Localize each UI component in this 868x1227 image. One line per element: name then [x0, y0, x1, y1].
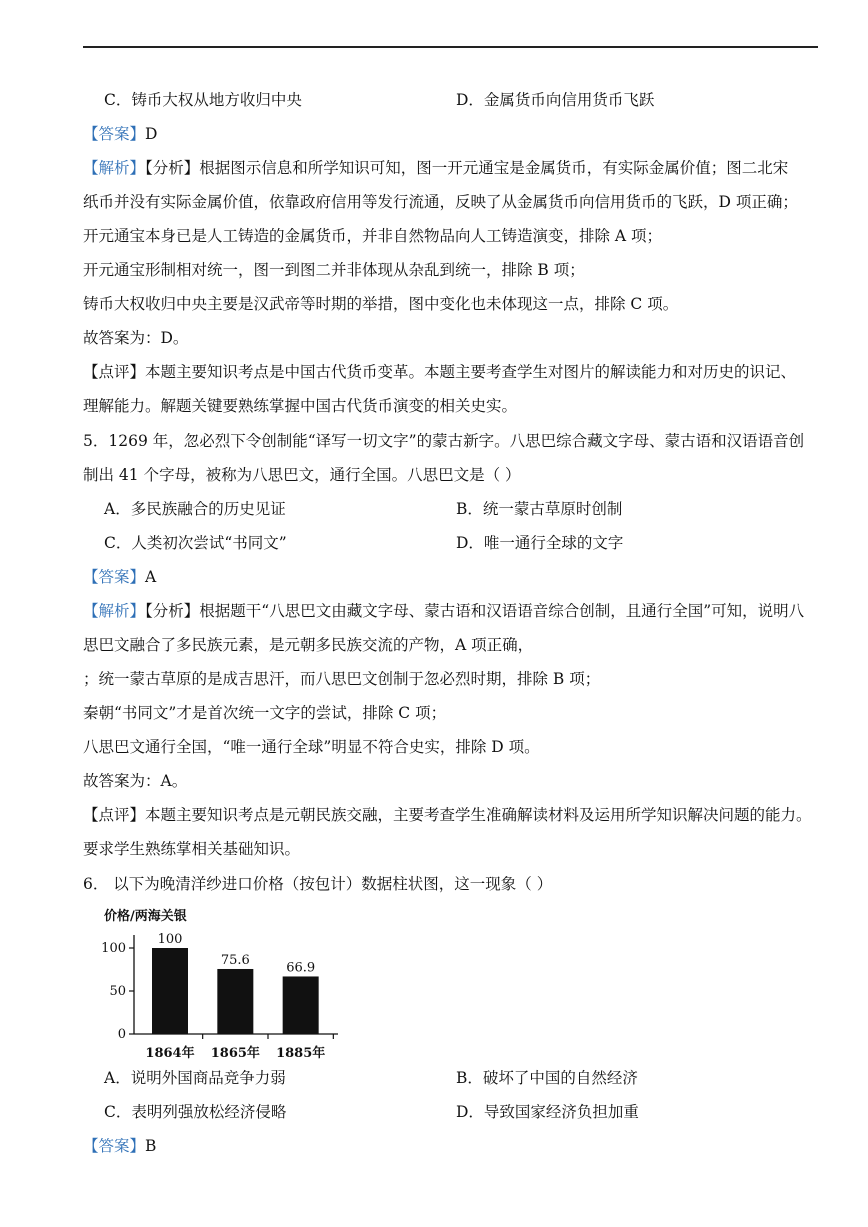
q5-comment-line: 要求学生熟练掌相关基础知识。 [83, 840, 301, 858]
answer-value: B [145, 1137, 157, 1155]
bar [283, 976, 319, 1034]
q6-option-d: D．导致国家经济负担加重 [456, 1103, 639, 1121]
q5-option-c: C．人类初次尝试“书同文” [104, 534, 287, 552]
q6-option-c: C．表明列强放松经济侵略 [104, 1103, 287, 1121]
y-tick-label: 100 [101, 941, 126, 956]
q5-analysis-line: 【解析】【分析】根据题干“八思巴文由藏文字母、蒙古语和汉语语音综合创制，且通行全国”可知，说明八 [83, 602, 805, 620]
x-tick-label: 1885年 [276, 1046, 326, 1061]
q4-analysis-line: 开元通宝形制相对统一，图一到图二并非体现从杂乱到统一，排除 B 项； [83, 261, 585, 279]
y-tick-label: 50 [109, 984, 126, 999]
analysis-tag: 【解析】 [83, 602, 146, 620]
q6-answer [83, 1135, 156, 1157]
q5-analysis-line: 思巴文融合了多民族元素，是元朝多民族交流的产物，A 项正确， [83, 636, 534, 654]
q4-conclusion: 故答案为：D。 [83, 329, 189, 347]
q4-answer [83, 123, 157, 145]
q5-stem-line: 5．1269 年，忽必烈下令创制能“译写一切文字”的蒙古新字。八思巴综合藏文字母、蒙古语和汉语语音创 [83, 432, 805, 450]
answer-tag: 【答案】 [83, 1137, 146, 1155]
q4-option-d: D．金属货币向信用货币飞跃 [456, 91, 655, 109]
answer-tag: 【答案】 [83, 568, 146, 586]
x-tick-label: 1865年 [210, 1046, 260, 1061]
q5-answer [83, 566, 156, 588]
q4-option-c: C．铸币大权从地方收归中央 [104, 91, 302, 109]
x-tick-label: 1864年 [145, 1046, 195, 1061]
answer-value: A [145, 568, 157, 586]
q5-comment-line: 【点评】本题主要知识考点是元朝民族交融，主要考查学生准确解读材料及运用所学知识解决问题的能力。 [83, 806, 812, 824]
q4-analysis-line: 开元通宝本身已是人工铸造的金属货币，并非自然物品向人工铸造演变，排除 A 项； [83, 227, 663, 245]
bar-chart [96, 905, 356, 1065]
q5-analysis-line: 秦朝“书同文”才是首次统一文字的尝试，排除 C 项； [83, 704, 447, 722]
bar-value-label: 75.6 [220, 952, 250, 968]
q5-analysis-line: 八思巴文通行全国，“唯一通行全球”明显不符合史实，排除 D 项。 [83, 738, 540, 756]
analysis-tag: 【解析】 [83, 159, 146, 177]
chart-ylabel: 价格/两海关银 [104, 909, 187, 924]
q5-conclusion: 故答案为：A。 [83, 772, 188, 790]
q4-analysis-line: 【解析】【分析】根据图示信息和所学知识可知，图一开元通宝是金属货币，有实际金属价值；图二北宋 [83, 159, 789, 177]
q6-stem: 6． 以下为晚清洋纱进口价格（按包计）数据柱状图，这一现象（ ） [83, 875, 553, 893]
q5-analysis-line: ；统一蒙古草原的是成吉思汗，而八思巴文创制于忽必烈时期，排除 B 项； [83, 670, 601, 688]
q5-option-b: B．统一蒙古草原时创制 [456, 500, 623, 518]
bar [217, 969, 253, 1034]
header-rule [83, 46, 818, 48]
q4-analysis-line: 纸币并没有实际金属价值，依靠政府信用等发行流通，反映了从金属货币向信用货币的飞跃，D 项正确； [83, 193, 798, 211]
y-tick-label: 0 [117, 1027, 126, 1042]
q4-comment-line: 【点评】本题主要知识考点是中国古代货币变革。本题主要考查学生对图片的解读能力和对历史的识记、 [83, 363, 797, 381]
q4-analysis-line: 铸币大权收归中央主要是汉武帝等时期的举措，图中变化也未体现这一点，排除 C 项。 [83, 295, 679, 313]
q6-option-b: B．破坏了中国的自然经济 [456, 1069, 638, 1087]
answer-value: D [145, 125, 158, 143]
answer-tag: 【答案】 [83, 125, 146, 143]
q5-stem-line: 制出 41 个字母，被称为八思巴文，通行全国。八思巴文是（ ） [83, 466, 521, 484]
bar-value-label: 66.9 [286, 960, 316, 976]
q5-option-d: D．唯一通行全球的文字 [456, 534, 624, 552]
q6-option-a: A．说明外国商品竞争力弱 [104, 1069, 286, 1087]
q4-comment-line: 理解能力。解题关键要熟练掌握中国古代货币演变的相关史实。 [83, 397, 518, 415]
bar-value-label: 100 [157, 932, 183, 947]
bar [152, 948, 188, 1034]
q5-option-a: A．多民族融合的历史见证 [104, 500, 286, 518]
